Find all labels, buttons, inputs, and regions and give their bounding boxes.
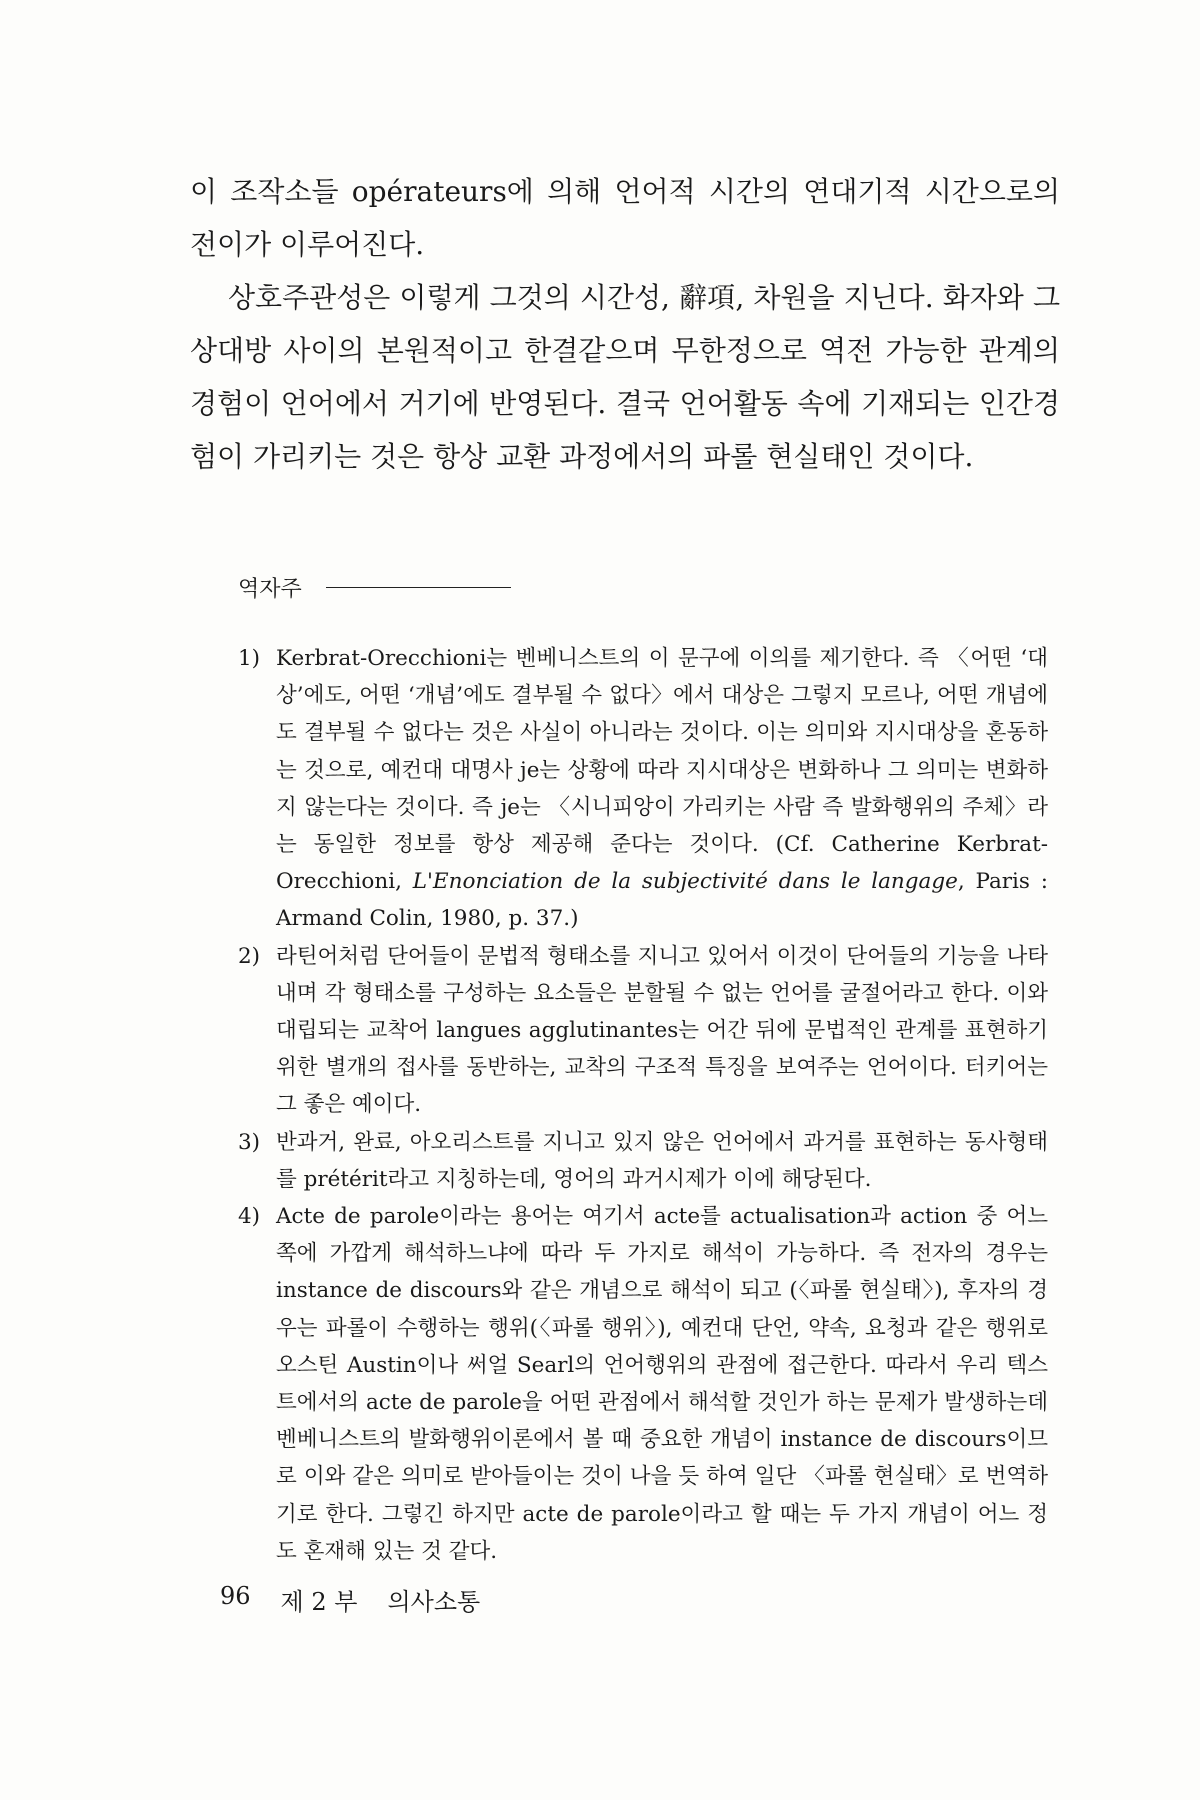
note-4 [238,1198,1048,1570]
section-label: 의사소통 [387,1588,481,1616]
note-text: Acte de parole이라는 용어는 여기서 acte를 actualisation과 action 중 어느 쪽에 가깝게 해석하느냐에 따라 두 가지로 해석이 가능하다. 즉 전자의 경우는 instance de discours와 같은 개념으로 해석이 되고 (〈파롤 현실태〉), 후자의 경우는 파롤이 수행하는 행위(〈파롤 행위〉), 예컨대 단언, 약속, 요청과 같은 행위로 오스틴 Austin이나 써얼 Searl의 언어행위의 관점에 접근한다. 따라서 우리 텍스트에서의 acte de parole을 어떤 관점에서 해석할 것인가 하는 문제가 발생하는데 벤베니스트의 발화행위이론에서 볼 때 중요한 개념이 instance de discours이므로 이와 같은 의미로 받아들이는 것이 나을 듯 하여 일단 〈파롤 현실태〉로 번역하기로 한다. 그렇긴 하지만 acte de parole이라고 할 때는 두 가지 개념이 어느 정도 혼재해 있는 것 같다. [276,1204,1048,1564]
note-2 [238,938,1048,1124]
page-number: 96 [220,1582,251,1610]
note-1-citation: , Paris : Armand Colin, 1980, p. 37.) [276,869,1048,932]
page-footer [220,1582,480,1617]
note-1 [238,640,1048,938]
note-number: 2) [238,943,261,969]
note-number: 4) [238,1204,261,1230]
part-label: 제 2 부 [280,1588,358,1616]
note-text [276,640,1048,938]
note-3 [238,1124,1048,1198]
translator-notes [238,640,1048,1570]
note-1-book-title: L'Enonciation de la subjectivité dans le langage [412,869,958,895]
paragraph-1: 이 조작소들 opérateurs에 의해 언어적 시간의 연대기적 시간으로의 전이가 이루어진다. [190,175,1060,261]
notes-heading-label: 역자주 [238,577,302,602]
notes-heading [238,572,511,603]
note-text: 반과거, 완료, 아오리스트를 지니고 있지 않은 언어에서 과거를 표현하는 동사형태를 prétérit라고 지칭하는데, 영어의 과거시제가 이에 해당된다. [276,1129,1048,1192]
paragraph-2: 상호주관성은 이렇게 그것의 시간성, 辭項, 차원을 지닌다. 화자와 그 상대방 사이의 본원적이고 한결같으며 무한정으로 역전 가능한 관계의 경험이 언어에서 거기에 반영된다. 결국 언어활동 속에 기재되는 인간경험이 가리키는 것은 항상 교환 과정에서의 파롤 현실태인 것이다. [190,281,1060,473]
notes-divider [326,587,511,588]
main-text [190,165,1060,483]
note-number: 1) [238,646,261,671]
note-number: 3) [238,1129,261,1155]
note-text: 라틴어처럼 단어들이 문법적 형태소를 지니고 있어서 이것이 단어들의 기능을 나타내며 각 형태소를 구성하는 요소들은 분할될 수 없는 언어를 굴절어라고 한다. 이와 대립되는 교착어 langues agglutinantes는 어간 뒤에 문법적인 관계를 표현하기 위한 별개의 접사를 동반하는, 교착의 구조적 특징을 보여주는 언어이다. 터키어는 그 좋은 예이다. [276,943,1048,1118]
note-1-body: Kerbrat-Orecchioni는 벤베니스트의 이 문구에 이의를 제기한다. 즉 〈어떤 ‘대상’에도, 어떤 ‘개념’에도 결부될 수 없다〉에서 대상은 그렇지 모르나, 어떤 개념에도 결부될 수 없다는 것은 사실이 아니라는 것이다. 이는 의미와 지시대상을 혼동하는 것으로, 예컨대 대명사 je는 상황에 따라 지시대상은 변화하나 그 의미는 변화하지 않는다는 것이다. 즉 je는 〈시니피앙이 가리키는 사람 즉 발화행위의 주체〉라는 동일한 정보를 항상 제공해 준다는 것이다. (Cf. Catherine Kerbrat-Orecchioni, [276,646,1048,895]
